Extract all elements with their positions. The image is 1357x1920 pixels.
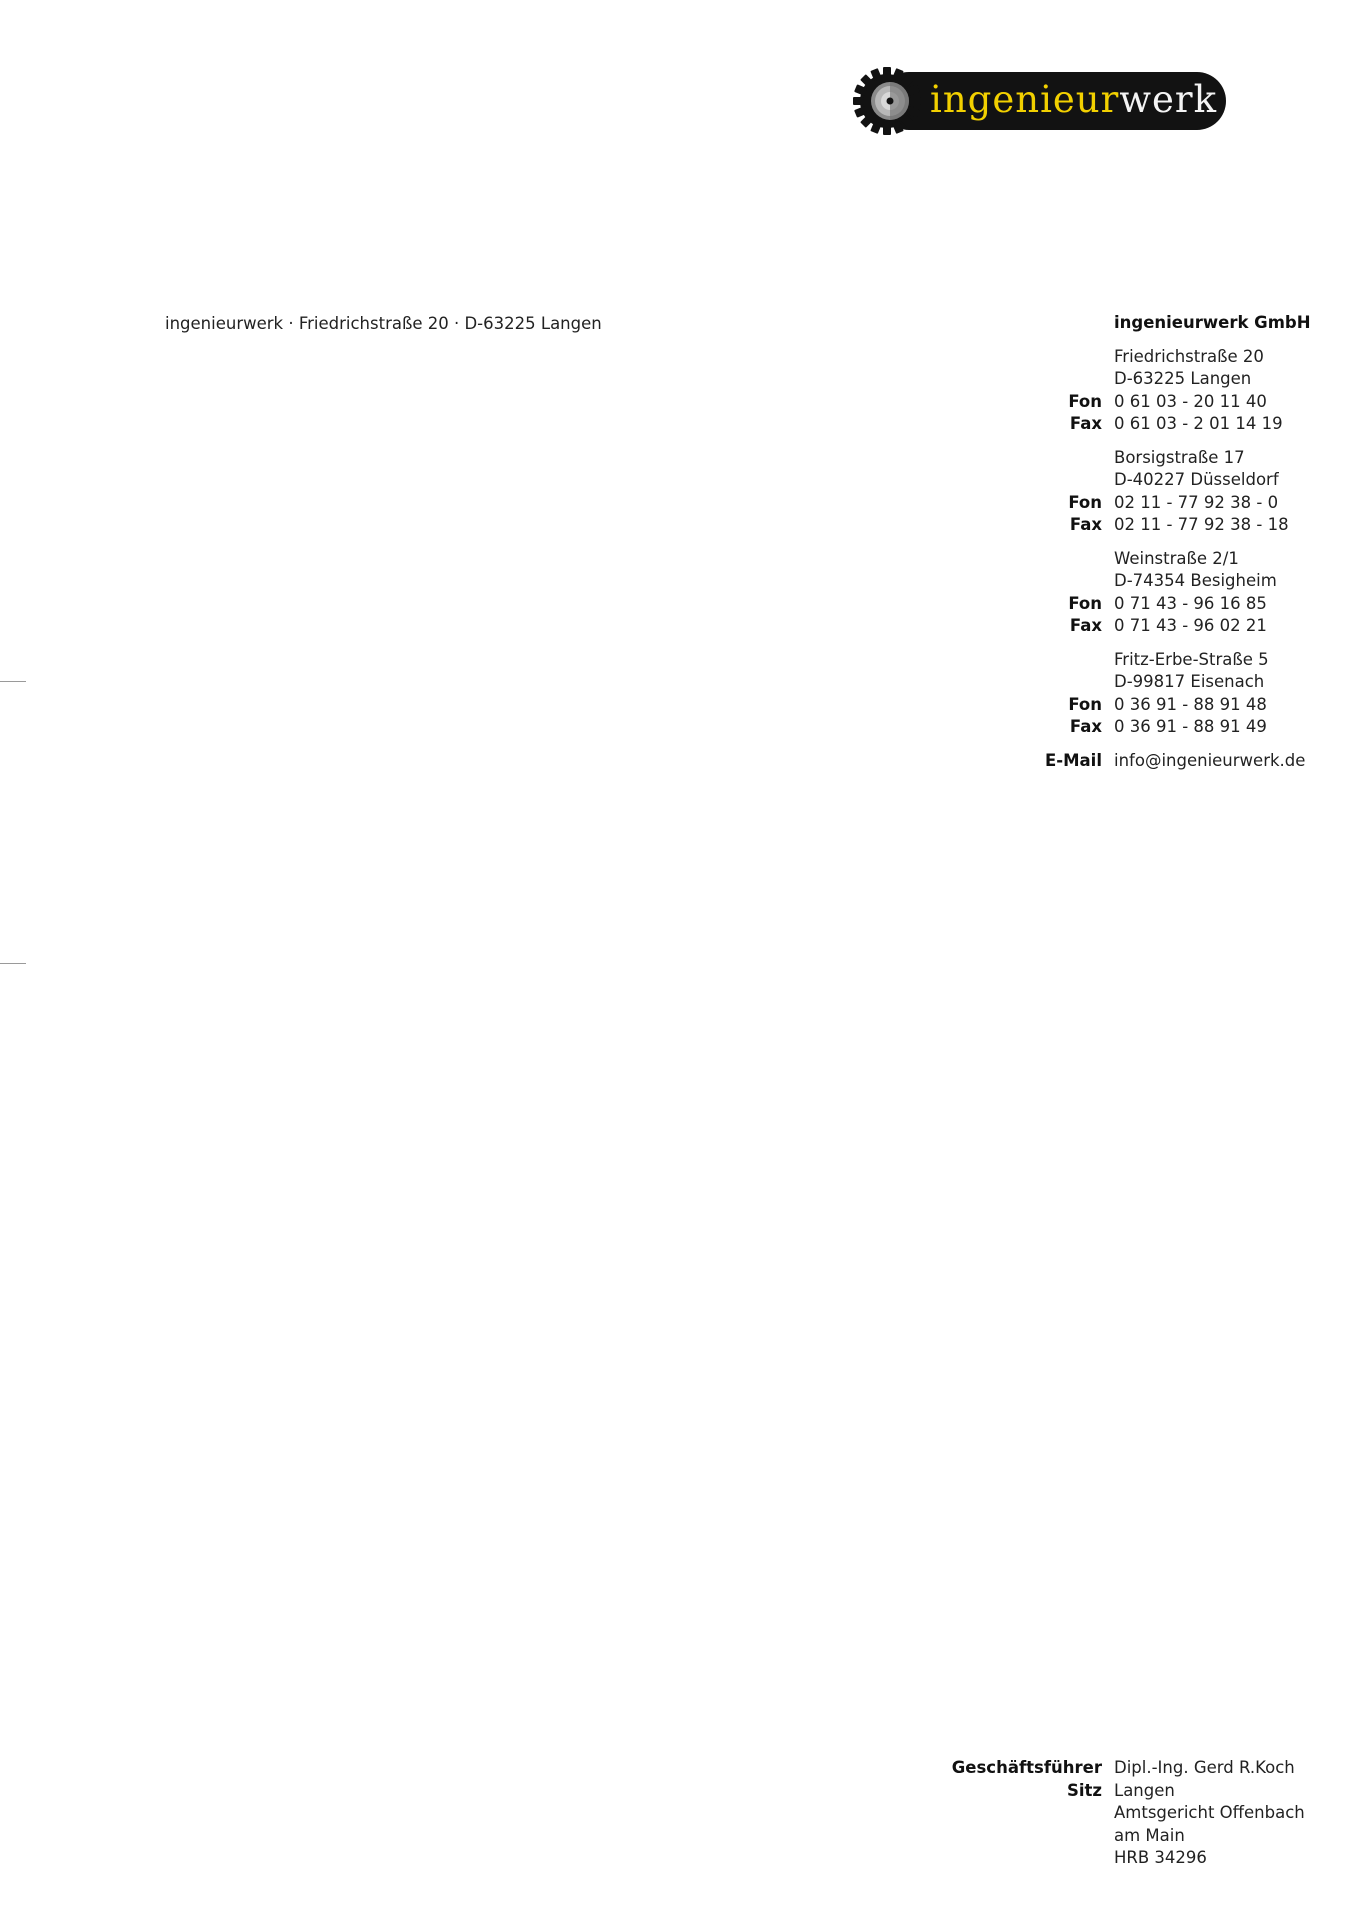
fon-label: Fon xyxy=(1068,593,1102,613)
fax-label: Fax xyxy=(1069,717,1102,736)
office-fax: 02 11 - 77 92 38 - 18 xyxy=(1114,515,1289,534)
logo-wordmark xyxy=(930,70,1217,130)
seat-label: Sitz xyxy=(1066,1780,1102,1800)
office-city: D-40227 Düsseldorf xyxy=(1114,470,1279,489)
fax-label: Fax xyxy=(1069,414,1102,433)
office-phone: 02 11 - 77 92 38 - 0 xyxy=(1114,492,1279,512)
seat-line: HRB 34296 xyxy=(1114,1848,1207,1867)
office-block xyxy=(990,447,1330,537)
email-address: info@ingenieurwerk.de xyxy=(1114,750,1306,770)
seat-line: Amtsgericht Offenbach xyxy=(1114,1803,1305,1822)
fold-mark-bottom xyxy=(0,963,26,964)
email-row xyxy=(990,750,1330,773)
seat-line: Langen xyxy=(1114,1780,1175,1800)
fold-mark-top xyxy=(0,681,26,682)
company-name: ingenieurwerk GmbH xyxy=(1114,313,1311,332)
office-block xyxy=(990,548,1330,638)
fon-label: Fon xyxy=(1068,391,1102,411)
legal-footer xyxy=(900,1757,1340,1870)
company-row xyxy=(990,312,1330,335)
office-fax: 0 36 91 - 88 91 49 xyxy=(1114,717,1267,736)
office-phone: 0 36 91 - 88 91 48 xyxy=(1114,694,1267,714)
gear-disc-icon xyxy=(850,64,924,138)
office-phone: 0 61 03 - 20 11 40 xyxy=(1114,391,1267,411)
logo-wordmark-white: werk xyxy=(1119,78,1218,121)
office-street: Weinstraße 2/1 xyxy=(1114,548,1239,568)
office-block xyxy=(990,346,1330,436)
fon-label: Fon xyxy=(1068,694,1102,714)
fon-label: Fon xyxy=(1068,492,1102,512)
office-street: Borsigstraße 17 xyxy=(1114,447,1245,467)
office-city: D-74354 Besigheim xyxy=(1114,571,1277,590)
ceo-label: Geschäftsführer xyxy=(951,1758,1102,1777)
sender-address-line: ingenieurwerk · Friedrichstraße 20 · D-63225 Langen xyxy=(165,314,602,333)
logo-wordmark-yellow: ingenieur xyxy=(930,78,1120,121)
email-label: E-Mail xyxy=(1045,750,1102,770)
ceo-name: Dipl.-Ing. Gerd R.Koch xyxy=(1114,1758,1295,1777)
office-city: D-63225 Langen xyxy=(1114,369,1252,388)
office-phone: 0 71 43 - 96 16 85 xyxy=(1114,593,1267,613)
fax-label: Fax xyxy=(1069,515,1102,534)
office-fax: 0 71 43 - 96 02 21 xyxy=(1114,616,1267,635)
office-block xyxy=(990,649,1330,739)
office-city: D-99817 Eisenach xyxy=(1114,672,1265,691)
office-fax: 0 61 03 - 2 01 14 19 xyxy=(1114,414,1283,433)
seat-line: am Main xyxy=(1114,1825,1185,1845)
contact-column xyxy=(990,312,1330,772)
fax-label: Fax xyxy=(1069,616,1102,635)
office-street: Fritz-Erbe-Straße 5 xyxy=(1114,649,1269,669)
office-street: Friedrichstraße 20 xyxy=(1114,346,1264,366)
company-logo xyxy=(850,64,1230,138)
